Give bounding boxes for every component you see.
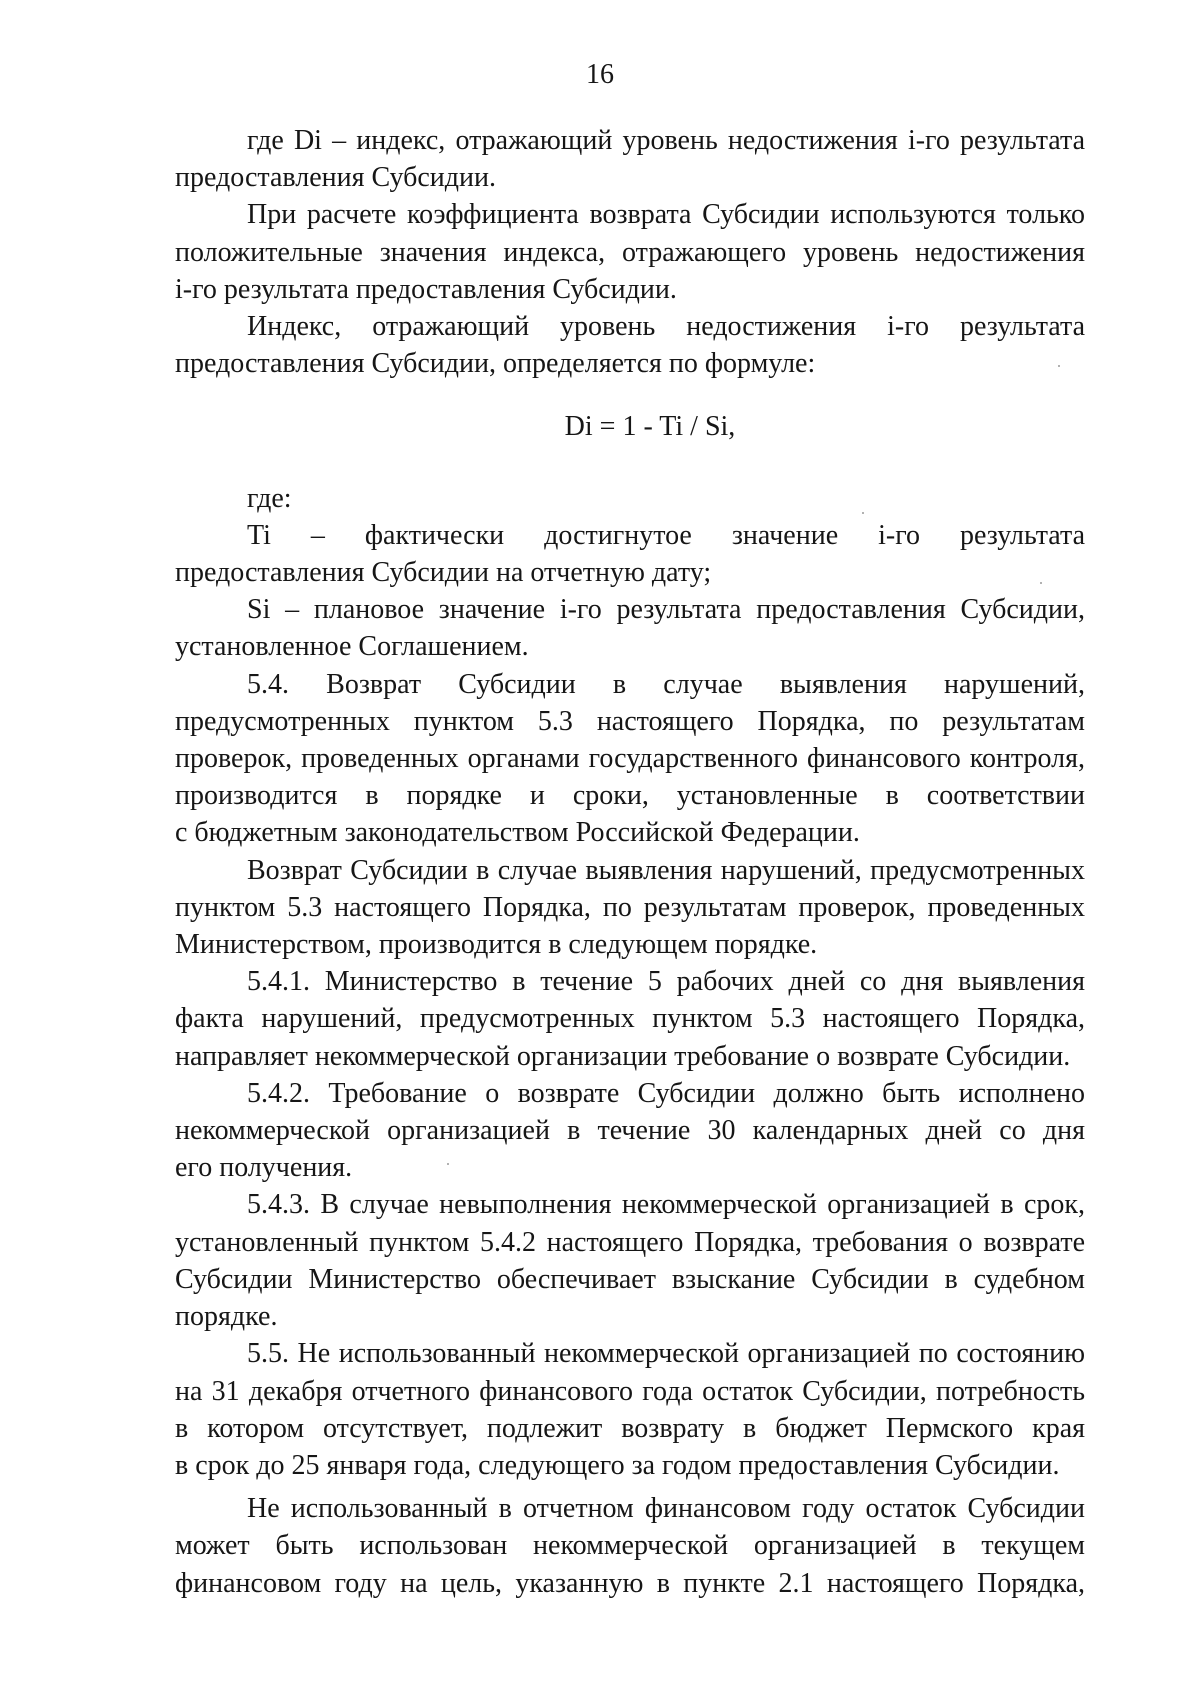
paragraph-unused-balance (175, 1490, 1085, 1602)
text-line: в котором отсутствует, подлежит возврату в бюджет Пермского края (175, 1412, 1085, 1444)
text-line: 5.4.1. Министерство в течение 5 рабочих дней со дня выявления (247, 966, 1085, 998)
text-line: Ti – фактически достигнутое значение i-го результата (247, 519, 1085, 551)
paragraph-ministry-return (175, 852, 1085, 964)
paragraph-ti-definition (175, 517, 1085, 591)
paragraph-5-4-3 (175, 1186, 1085, 1335)
formula: Di = 1 - Ti / Si, (564, 411, 736, 443)
text-line: 5.5. Не использованный некоммерческой организацией по состоянию (247, 1338, 1085, 1370)
scan-artifact (1058, 365, 1060, 367)
text-line: Субсидии Министерство обеспечивает взыскание Субсидии в судебном (175, 1263, 1085, 1295)
text-line: установленное Соглашением. (175, 631, 529, 663)
text-line: его получения. (175, 1152, 353, 1184)
text-line: финансовом году на цель, указанную в пункте 2.1 настоящего Порядка, (175, 1567, 1085, 1599)
paragraph-5-4-2 (175, 1075, 1085, 1187)
text-line: производится в порядке и сроки, установленные в соответствии (175, 780, 1085, 812)
text-line: на 31 декабря отчетного финансового года остаток Субсидии, потребность (175, 1375, 1085, 1407)
text-line: предоставления Субсидии, определяется по формуле: (175, 348, 816, 380)
text-line: установленный пунктом 5.4.2 настоящего Порядка, требования о возврате (175, 1226, 1085, 1258)
text-line: факта нарушений, предусмотренных пунктом 5.3 настоящего Порядка, (175, 1003, 1085, 1035)
text-line: может быть использован некоммерческой организацией в текущем (175, 1530, 1085, 1562)
paragraph-5-4 (175, 666, 1085, 852)
text-line: порядке. (175, 1301, 278, 1333)
text-line: пунктом 5.3 настоящего Порядка, по результатам проверок, проведенных (175, 891, 1085, 923)
scan-artifact (447, 1163, 449, 1165)
text-line: некоммерческой организацией в течение 30 календарных дней со дня (175, 1115, 1085, 1147)
text-line: 5.4.2. Требование о возврате Субсидии должно быть исполнено (247, 1077, 1085, 1109)
text-line: Возврат Субсидии в случае выявления нарушений, предусмотренных (247, 854, 1085, 886)
text-line: с бюджетным законодательством Российской Федерации. (175, 817, 860, 849)
text-line: предоставления Субсидии. (175, 162, 497, 194)
text-line: направляет некоммерческой организации требование о возврате Субсидии. (175, 1040, 1071, 1072)
text-line: i-го результата предоставления Субсидии. (175, 273, 677, 305)
document-body (175, 122, 1085, 1602)
text-line: 5.4. Возврат Субсидии в случае выявления нарушений, (247, 668, 1085, 700)
paragraph-si-definition (175, 591, 1085, 665)
text-line: предоставления Субсидии на отчетную дату; (175, 557, 712, 589)
text-line: 5.4.3. В случае невыполнения некоммерческой организацией в срок, (247, 1189, 1085, 1221)
text-line: При расчете коэффициента возврата Субсидии используются только (247, 199, 1085, 231)
paragraph-coefficient-note (175, 196, 1085, 308)
text-line: предусмотренных пунктом 5.3 настоящего Порядка, по результатам (175, 705, 1085, 737)
text-line: положительные значения индекса, отражающего уровень недостижения (175, 236, 1085, 268)
where-label: где: (247, 482, 292, 514)
text-line: проверок, проведенных органами государственного финансового контроля, (175, 743, 1085, 775)
paragraph-index-formula-intro (175, 308, 1085, 382)
text-line: в срок до 25 января года, следующего за годом предоставления Субсидии. (175, 1449, 1060, 1481)
text-line: Si – плановое значение i-го результата предоставления Субсидии, (247, 594, 1085, 626)
paragraph-5-5 (175, 1335, 1085, 1484)
text-line: где Di – индекс, отражающий уровень недостижения i-го результата (247, 125, 1085, 156)
scan-artifact (862, 512, 864, 514)
text-line: Не использованный в отчетном финансовом году остаток Субсидии (247, 1493, 1085, 1525)
text-line: Индекс, отражающий уровень недостижения i-го результата (247, 311, 1085, 343)
scan-artifact (1040, 582, 1042, 584)
paragraph-5-4-1 (175, 963, 1085, 1075)
paragraph-di-definition (175, 122, 1085, 196)
text-line: Министерством, производится в следующем порядке. (175, 929, 818, 961)
page-number: 16 (586, 59, 614, 90)
